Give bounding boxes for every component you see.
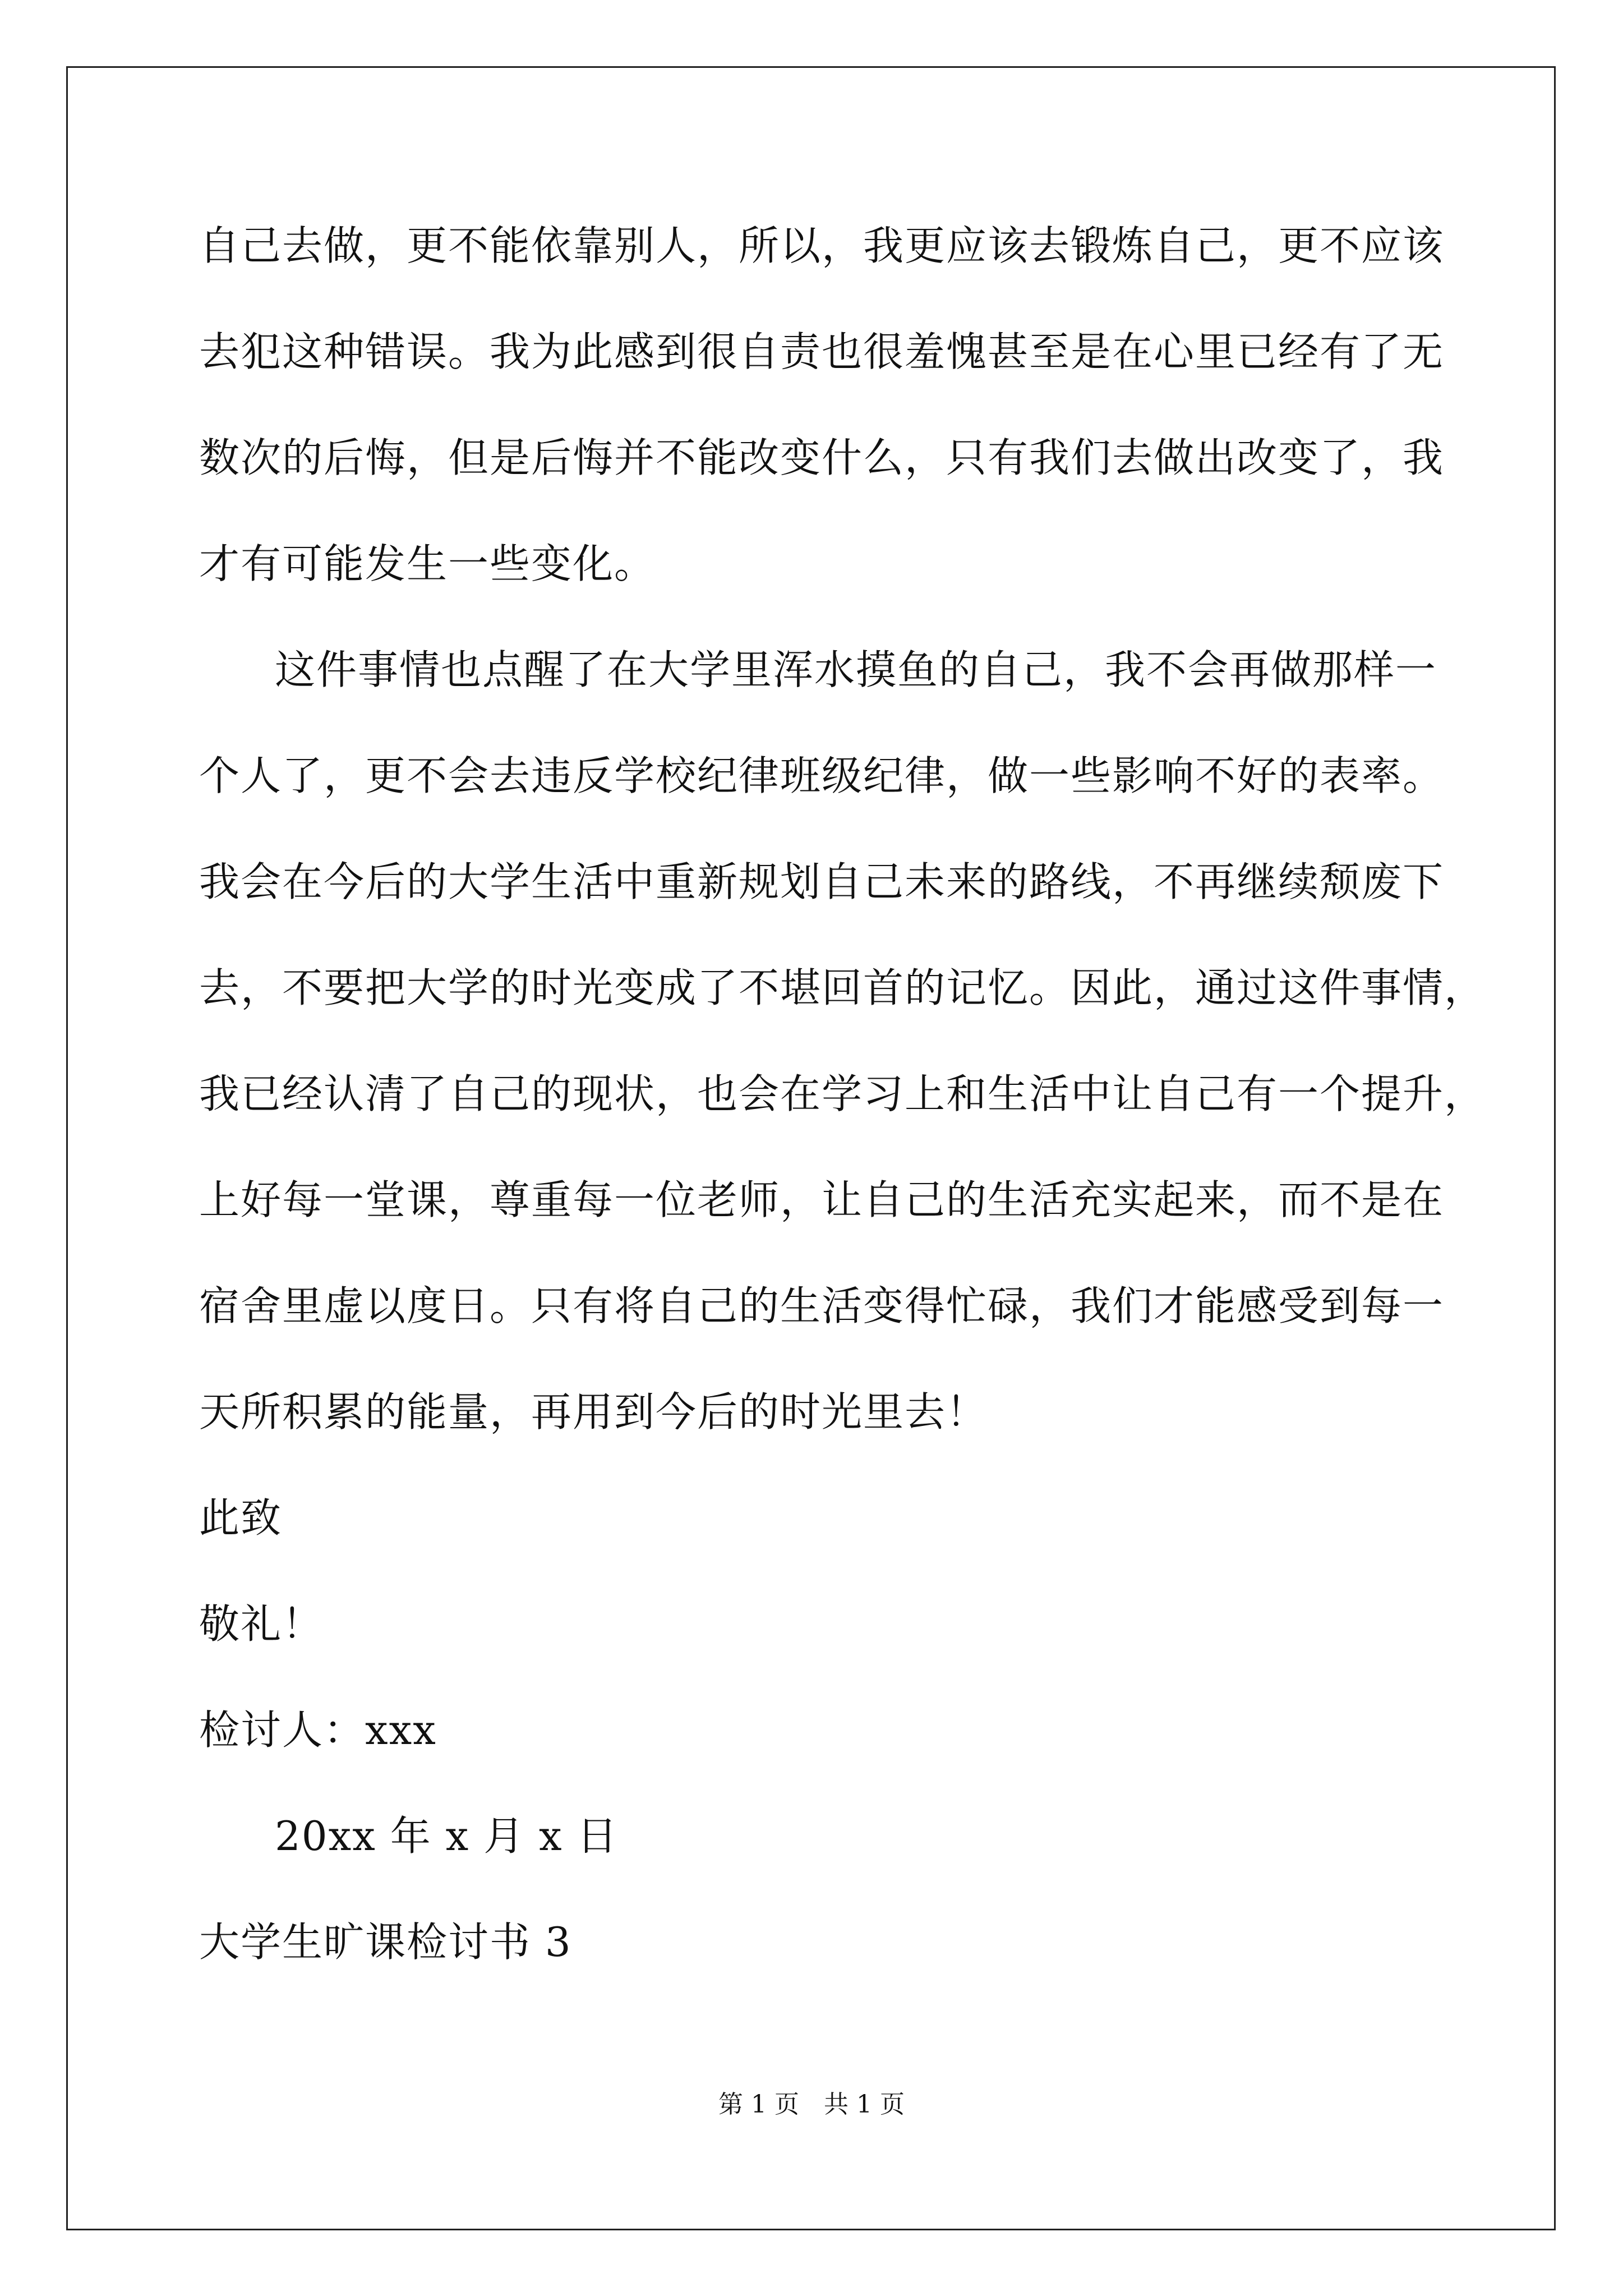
body-line-5: 这件事情也点醒了在大学里浑水摸鱼的自己，我不会再做那样一 [275,646,1437,693]
body-line-12: 天所积累的能量，再用到今后的时光里去！ [199,1388,988,1435]
page-footer: 第 1 页 共 1 页 [718,2090,905,2119]
page-frame [66,66,1556,2230]
closing-text: 此致 [199,1494,283,1542]
body-line-7: 我会在今后的大学生活中重新规划自己未来的路线，不再继续颓废下 [199,858,1445,905]
signer-text: 检讨人：xxx [199,1706,437,1754]
body-line-1: 自己去做，更不能依靠别人，所以，我更应该去锻炼自己，更不应该 [199,222,1445,269]
body-line-2: 去犯这种错误。我为此感到很自责也很羞愧甚至是在心里已经有了无 [199,328,1445,375]
body-line-4: 才有可能发生一些变化。 [199,540,656,587]
body-line-3: 数次的后悔，但是后悔并不能改变什么，只有我们去做出改变了，我 [199,434,1445,481]
body-line-9: 我已经认清了自己的现状，也会在学习上和生活中让自己有一个提升， [199,1070,1486,1117]
date-text: 20xx 年 x 月 x 日 [275,1812,619,1860]
body-line-8: 去，不要把大学的时光变成了不堪回首的记忆。因此，通过这件事情， [199,964,1486,1011]
salute-text: 敬礼！ [199,1600,324,1648]
body-line-11: 宿舍里虚以度日。只有将自己的生活变得忙碌，我们才能感受到每一 [199,1282,1445,1329]
body-line-10: 上好每一堂课，尊重每一位老师，让自己的生活充实起来，而不是在 [199,1176,1445,1223]
body-line-6: 个人了，更不会去违反学校纪律班级纪律，做一些影响不好的表率。 [199,752,1445,799]
next-section-title: 大学生旷课检讨书 3 [199,1918,572,1966]
